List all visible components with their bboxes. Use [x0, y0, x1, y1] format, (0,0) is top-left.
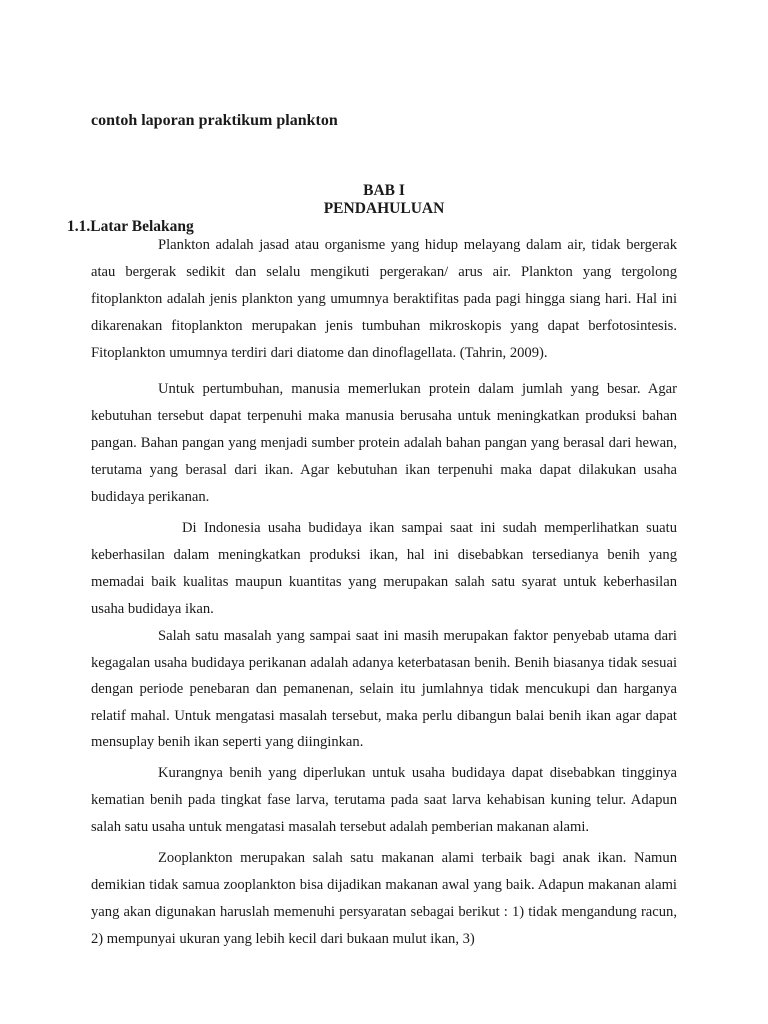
chapter-number: BAB I — [363, 182, 405, 199]
chapter-heading — [0, 182, 768, 218]
paragraph: Di Indonesia usaha budidaya ikan sampai saat ini sudah memperlihatkan suatu keberhasilan dalam meningkatkan produksi ikan, hal ini disebabkan tersedianya benih yang memadai baik kualitas maupun kuantitas yang merupakan salah satu syarat untuk keberhasilan usaha budidaya ikan. — [91, 520, 677, 617]
document-body — [91, 232, 677, 953]
chapter-name: PENDAHULUAN — [323, 200, 445, 217]
paragraph: Salah satu masalah yang sampai saat ini masih merupakan faktor penyebab utama dari kegagalan usaha budidaya perikanan adalah adanya keterbatasan benih. Benih biasanya tidak sesuai dengan periode penebaran dan pemanenan, selain itu jumlahnya tidak mencukupi dan harganya relatif mahal. Untuk mengatasi masalah tersebut, maka perlu dibangun balai benih ikan agar dapat mensuplay benih ikan seperti yang diinginkan. — [91, 628, 677, 750]
paragraph: Kurangnya benih yang diperlukan untuk usaha budidaya dapat disebabkan tingginya kematian benih pada tingkat fase larva, terutama pada saat larva kehabisan kuning telur. Adapun salah satu usaha untuk mengatasi masalah tersebut adalah pemberian makanan alami. — [91, 764, 677, 835]
paragraph: Plankton adalah jasad atau organisme yang hidup melayang dalam air, tidak bergerak atau bergerak sedikit dan selalu mengikuti pergerakan/ arus air. Plankton yang tergolong fitoplankton adalah jenis plankton yang umumnya beraktifitas pada pagi hingga siang hari. Hal ini dikarenakan fitoplankton merupakan jenis tumbuhan mikroskopis yang dapat berfotosintesis. Fitoplankton umumnya terdiri dari diatome dan dinoflagellata. (Tahrin, 2009). — [91, 237, 677, 361]
document-title: contoh laporan praktikum plankton — [91, 112, 338, 129]
paragraph: Zooplankton merupakan salah satu makanan alami terbaik bagi anak ikan. Namun demikian tidak samua zooplankton bisa dijadikan makanan awal yang baik. Adapun makanan alami yang akan digunakan haruslah memenuhi persyaratan sebagai berikut : 1) tidak mengandung racun, 2) mempunyai ukuran yang lebih kecil dari bukaan mulut ikan, 3) — [91, 849, 677, 947]
paragraph: Untuk pertumbuhan, manusia memerlukan protein dalam jumlah yang besar. Agar kebutuhan tersebut dapat terpenuhi maka manusia berusaha untuk meningkatkan produksi bahan pangan. Bahan pangan yang menjadi sumber protein adalah bahan pangan yang berasal dari hewan, terutama yang berasal dari ikan. Agar kebutuhan ikan terpenuhi maka dapat dilakukan usaha budidaya perikanan. — [91, 381, 677, 505]
section-heading: 1.1.Latar Belakang — [67, 218, 194, 235]
